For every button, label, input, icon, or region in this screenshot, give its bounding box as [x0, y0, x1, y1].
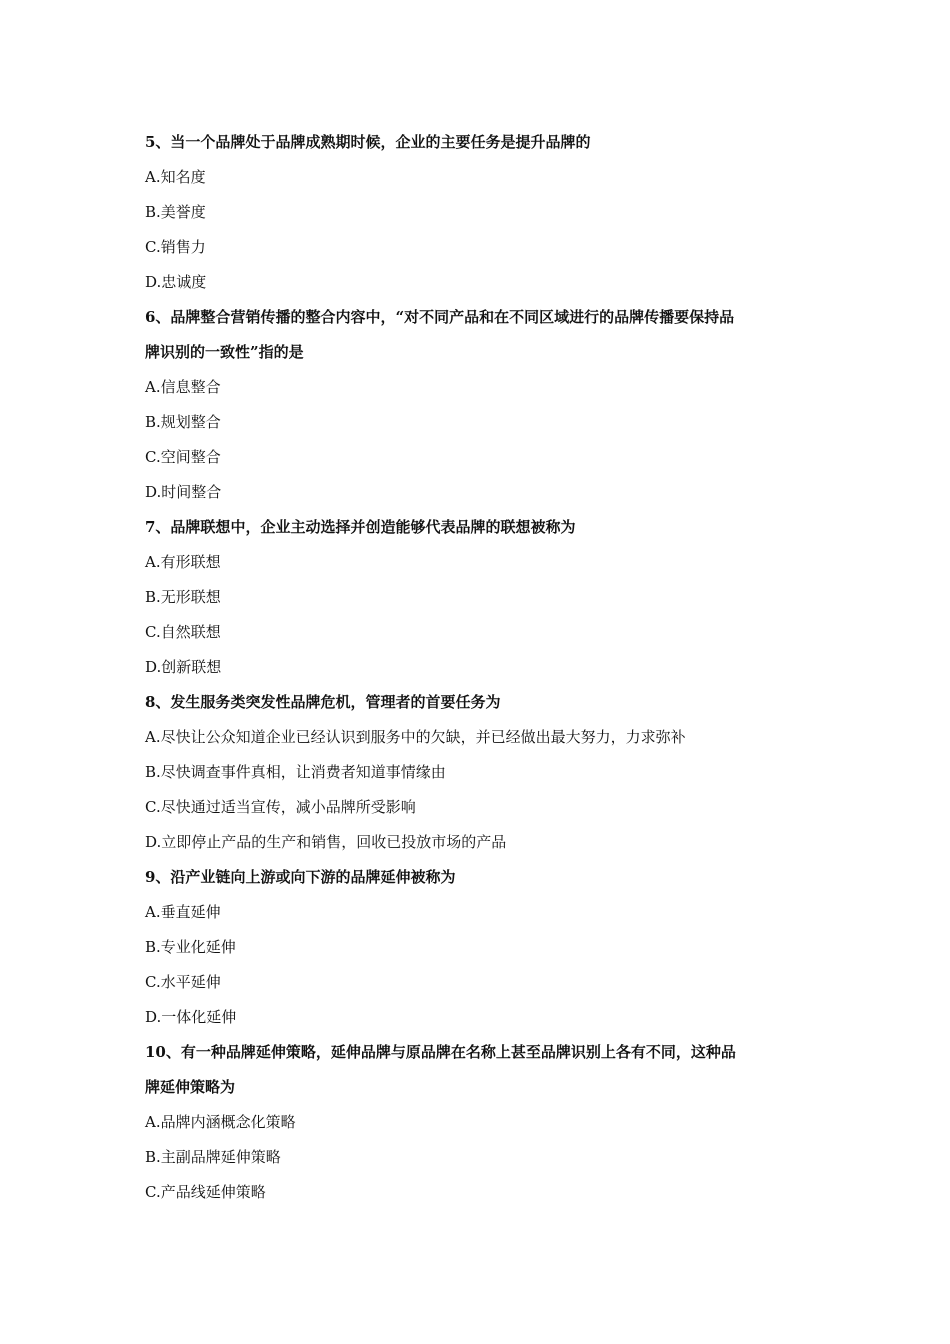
- option-d: D.创新联想: [145, 658, 222, 676]
- question-text: 8、发生服务类突发性品牌危机，管理者的首要任务为: [145, 693, 501, 711]
- option-a: A.有形联想: [145, 553, 221, 571]
- question-text: 9、沿产业链向上游或向下游的品牌延伸被称为: [145, 868, 456, 886]
- question-text: 7、品牌联想中，企业主动选择并创造能够代表品牌的联想被称为: [145, 518, 576, 536]
- option-a: A.尽快让公众知道企业已经认识到服务中的欠缺，并已经做出最大努力，力求弥补: [145, 728, 686, 746]
- document-page: [145, 125, 815, 1210]
- option-a: A.信息整合: [145, 378, 221, 396]
- question-5: [145, 125, 815, 300]
- option-b: B.尽快调查事件真相，让消费者知道事情缘由: [145, 763, 446, 781]
- option-b: B.规划整合: [145, 413, 221, 431]
- question-text: 5、当一个品牌处于品牌成熟期时候，企业的主要任务是提升品牌的: [145, 133, 591, 151]
- option-a: A.垂直延伸: [145, 903, 221, 921]
- option-d: D.忠诚度: [145, 273, 207, 291]
- option-c: C.空间整合: [145, 448, 221, 466]
- option-a: A.知名度: [145, 168, 206, 186]
- question-9: [145, 860, 815, 1035]
- option-c: C.尽快通过适当宣传，减小品牌所受影响: [145, 798, 416, 816]
- option-b: B.主副品牌延伸策略: [145, 1148, 281, 1166]
- option-a: A.品牌内涵概念化策略: [145, 1113, 296, 1131]
- question-8: [145, 685, 815, 860]
- option-d: D.立即停止产品的生产和销售，回收已投放市场的产品: [145, 833, 507, 851]
- question-text-continued: 牌识别的一致性”指的是: [145, 343, 304, 361]
- question-7: [145, 510, 815, 685]
- option-b: B.无形联想: [145, 588, 221, 606]
- option-b: B.美誉度: [145, 203, 206, 221]
- option-b: B.专业化延伸: [145, 938, 236, 956]
- question-10: [145, 1035, 815, 1210]
- question-text: 6、品牌整合营销传播的整合内容中，“对不同产品和在不同区域进行的品牌传播要保持品: [145, 308, 735, 326]
- question-text-continued: 牌延伸策略为: [145, 1078, 236, 1096]
- option-c: C.自然联想: [145, 623, 221, 641]
- question-6: [145, 300, 815, 510]
- option-c: C.水平延伸: [145, 973, 221, 991]
- option-d: D.时间整合: [145, 483, 222, 501]
- question-text: 10、有一种品牌延伸策略，延伸品牌与原品牌在名称上甚至品牌识别上各有不同，这种品: [145, 1043, 736, 1061]
- option-c: C.销售力: [145, 238, 206, 256]
- option-d: D.一体化延伸: [145, 1008, 237, 1026]
- option-c: C.产品线延伸策略: [145, 1183, 266, 1201]
